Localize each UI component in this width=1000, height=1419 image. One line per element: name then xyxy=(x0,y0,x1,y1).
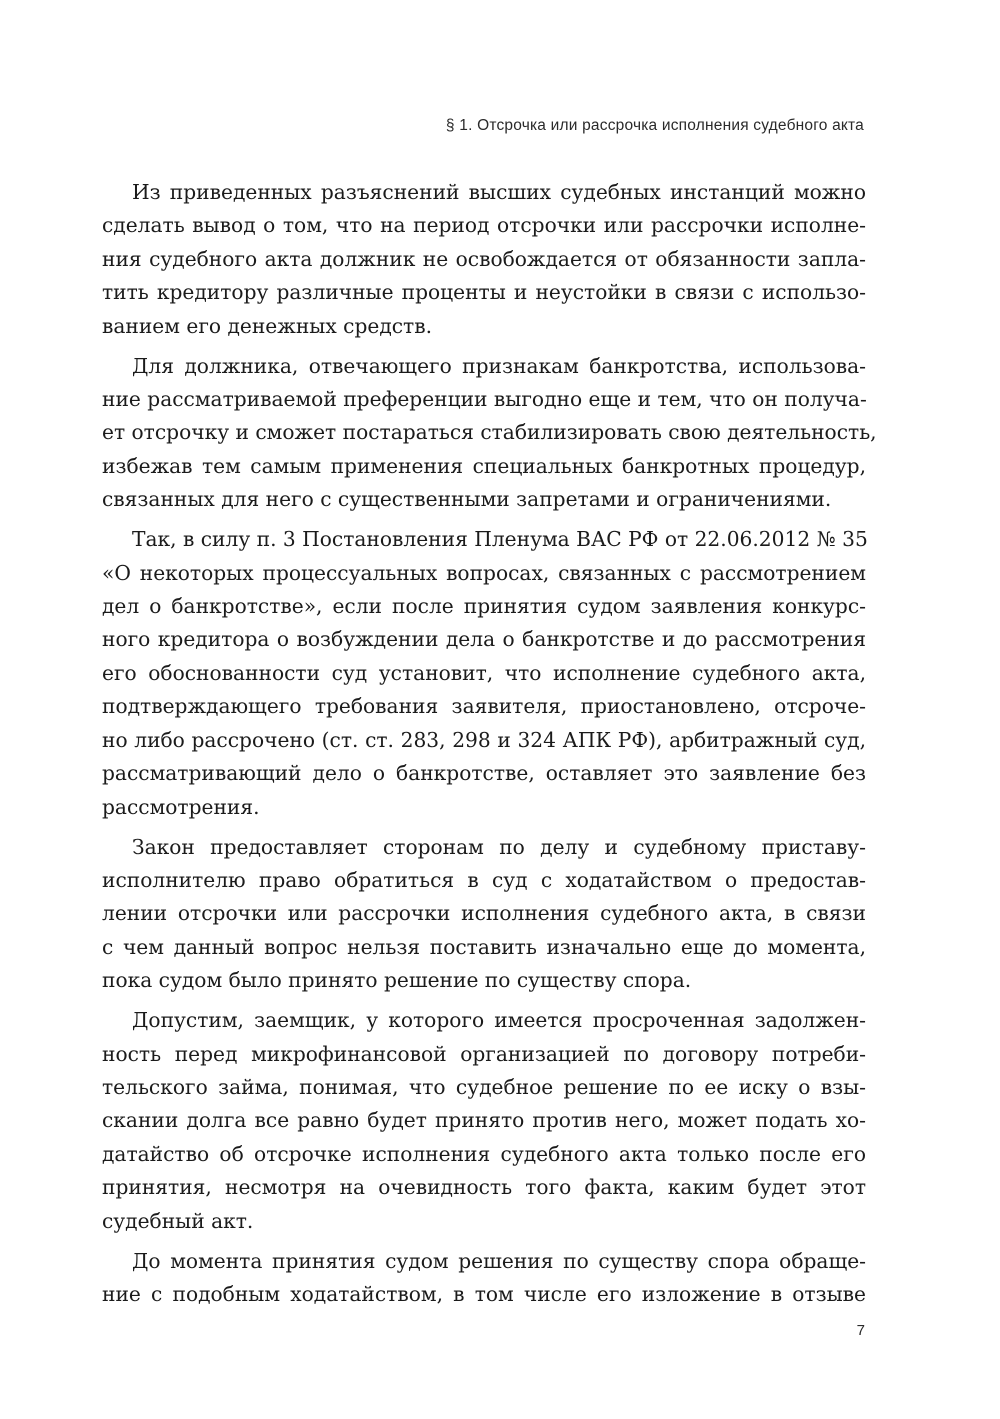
text-line: ния судебного акта должник не освобождается от обязанности запла- xyxy=(102,246,866,271)
text-line: рассматривающий дело о банкротстве, оставляет это заявление без xyxy=(102,761,866,786)
running-header: § 1. Отсрочка или рассрочка исполнения судебного акта xyxy=(445,117,864,134)
text-line: Из приведенных разъяснений высших судебных инстанций можно xyxy=(132,180,866,204)
text-line: рассмотрения. xyxy=(102,794,260,819)
text-line: скании долга все равно будет принято против него, может подать хо- xyxy=(102,1108,866,1133)
text-line: подтверждающего требования заявителя, приостановлено, отсроче- xyxy=(102,694,866,719)
text-line: До момента принятия судом решения по существу спора обраще- xyxy=(132,1248,866,1273)
page-number: 7 xyxy=(856,1322,865,1339)
text-line: избежав тем самым применения специальных банкротных процедур, xyxy=(102,453,866,478)
paragraph xyxy=(102,523,866,824)
text-line: связанных для него с существенными запретами и ограничениями. xyxy=(102,487,832,512)
text-line: с чем данный вопрос нельзя поставить изначально еще до момента, xyxy=(102,934,866,959)
text-line: Допустим, заемщик, у которого имеется просроченная задолжен- xyxy=(132,1008,866,1033)
paragraph xyxy=(102,350,877,517)
text-line: его обоснованности суд установит, что исполнение судебного акта, xyxy=(102,660,866,685)
paragraph xyxy=(102,1245,866,1312)
text-line: сделать вывод о том, что на период отсрочки или рассрочки исполне- xyxy=(102,213,866,238)
text-line: судебный акт. xyxy=(102,1208,254,1233)
text-line: Для должника, отвечающего признакам банкротства, использова- xyxy=(132,353,866,378)
paragraph xyxy=(102,1004,866,1238)
body-text xyxy=(102,176,877,1318)
text-line: исполнителю право обратиться в суд с ходатайством о предостав- xyxy=(102,867,866,892)
text-line: ного кредитора о возбуждении дела о банкротстве и до рассмотрения xyxy=(102,627,866,652)
text-line: ванием его денежных средств. xyxy=(102,313,433,338)
text-line: но либо рассрочено (ст. ст. 283, 298 и 324 АПК РФ), арбитражный суд, xyxy=(102,727,866,752)
text-line: лении отсрочки или рассрочки исполнения судебного акта, в связи xyxy=(102,901,866,926)
text-line: ет отсрочку и сможет постараться стабилизировать свою деятельность, xyxy=(102,420,877,445)
paragraph xyxy=(102,831,866,998)
text-line: «О некоторых процессуальных вопросах, связанных с рассмотрением xyxy=(102,560,866,585)
text-line: тельского займа, понимая, что судебное решение по ее иску о взы- xyxy=(102,1074,866,1099)
text-line: ние рассматриваемой преференции выгодно еще и тем, что он получа- xyxy=(102,387,867,412)
text-line: пока судом было принято решение по существу спора. xyxy=(102,968,692,993)
text-line: ность перед микрофинансовой организацией по договору потреби- xyxy=(102,1041,866,1066)
text-line: ние с подобным ходатайством, в том числе его изложение в отзыве xyxy=(102,1281,866,1306)
text-line: принятия, несмотря на очевидность того факта, каким будет этот xyxy=(102,1175,866,1200)
paragraph xyxy=(102,176,866,343)
text-line: Закон предоставляет сторонам по делу и судебному приставу- xyxy=(132,834,866,859)
text-line: Так, в силу п. 3 Постановления Пленума ВАС РФ от 22.06.2012 № 35 xyxy=(132,527,868,552)
text-line: дел о банкротстве», если после принятия судом заявления конкурс- xyxy=(102,594,866,619)
text-line: тить кредитору различные проценты и неустойки в связи с использо- xyxy=(102,280,866,305)
text-line: датайство об отсрочке исполнения судебного акта только после его xyxy=(102,1141,866,1166)
